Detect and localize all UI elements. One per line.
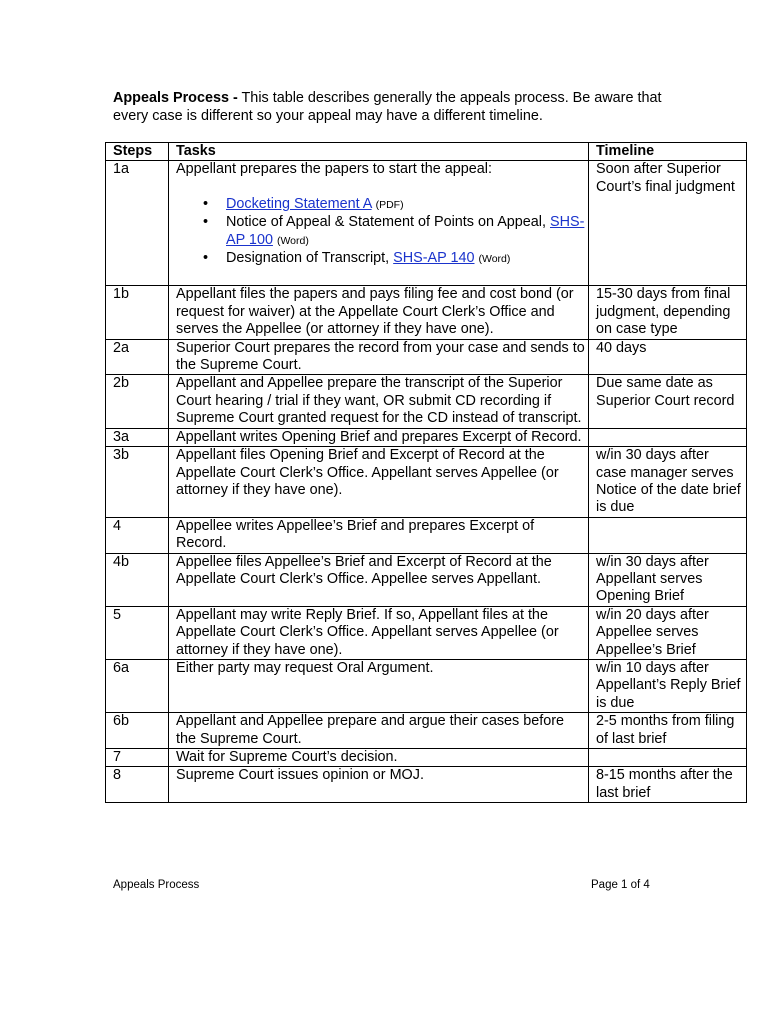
header-steps: Steps (106, 143, 169, 161)
list-item (226, 214, 585, 250)
task-cell: Either party may request Oral Argument. (169, 659, 589, 712)
step-cell: 2b (106, 375, 169, 428)
table-row (106, 767, 747, 803)
timeline-cell: w/in 10 days after Appellant’s Reply Brief is due (589, 659, 747, 712)
table-row (106, 339, 747, 375)
task-cell: Appellant may write Reply Brief. If so, Appellant files at the Appellate Court Clerk’s Office. Appellant serves Appellee (or attorney if they have one). (169, 606, 589, 659)
list-item (226, 250, 585, 268)
shs-ap-140-link[interactable]: SHS-AP 140 (393, 250, 475, 267)
task-cell: Wait for Supreme Court’s decision. (169, 749, 589, 767)
table-row (106, 161, 747, 286)
task-cell: Appellant files the papers and pays filing fee and cost bond (or request for waiver) at the Appellate Court Clerk’s Office and serves the Appellee (or attorney if they have one). (169, 286, 589, 339)
table-row (106, 375, 747, 428)
task-cell: Appellant writes Opening Brief and prepares Excerpt of Record. (169, 428, 589, 446)
task-intro: Appellant prepares the papers to start the appeal: (176, 161, 493, 178)
step-cell: 8 (106, 767, 169, 803)
timeline-cell: Due same date as Superior Court record (589, 375, 747, 428)
step-cell: 3a (106, 428, 169, 446)
step-cell: 7 (106, 749, 169, 767)
appeals-table (105, 142, 747, 803)
timeline-cell: 8-15 months after the last brief (589, 767, 747, 803)
timeline-cell: Soon after Superior Court’s final judgment (589, 161, 747, 286)
step-cell: 4b (106, 553, 169, 606)
table-row (106, 447, 747, 518)
step-cell: 6a (106, 659, 169, 712)
document-list (176, 196, 585, 269)
step-cell: 5 (106, 606, 169, 659)
table-header-row (106, 143, 747, 161)
step-cell: 3b (106, 447, 169, 518)
step-cell: 2a (106, 339, 169, 375)
task-cell: Supreme Court issues opinion or MOJ. (169, 767, 589, 803)
table-row (106, 428, 747, 446)
step-cell: 4 (106, 517, 169, 553)
intro-text: This table describes generally the appeals process. Be aware that every case is different so your appeal may have a different timeline. (113, 90, 662, 124)
doc-prefix: Notice of Appeal & Statement of Points on Appeal, (226, 214, 550, 231)
task-cell: Appellant and Appellee prepare the transcript of the Superior Court hearing / trial if they want, OR submit CD recording if Supreme Court granted request for the CD instead of transcript. (169, 375, 589, 428)
intro-paragraph (113, 90, 673, 125)
table-row (106, 517, 747, 553)
header-timeline: Timeline (589, 143, 747, 161)
timeline-cell: w/in 20 days after Appellee serves Appellee’s Brief (589, 606, 747, 659)
doc-prefix: Designation of Transcript, (226, 250, 394, 267)
file-type-label: (Word) (276, 234, 309, 247)
header-tasks: Tasks (169, 143, 589, 161)
table-row (106, 659, 747, 712)
timeline-cell: 40 days (589, 339, 747, 375)
timeline-cell (589, 517, 747, 553)
task-cell: Superior Court prepares the record from your case and sends to the Supreme Court. (169, 339, 589, 375)
shs-ap-100-link[interactable]: SHS-AP 100 (226, 214, 585, 248)
timeline-cell (589, 749, 747, 767)
table-row (106, 749, 747, 767)
timeline-cell: 2-5 months from filing of last brief (589, 713, 747, 749)
page-number: Page 1 of 4 (591, 879, 650, 891)
table-row (106, 553, 747, 606)
table-row (106, 286, 747, 339)
file-type-label: (PDF) (375, 198, 404, 211)
list-item (226, 196, 585, 214)
table-row (106, 606, 747, 659)
task-cell: Appellee files Appellee’s Brief and Excerpt of Record at the Appellate Court Clerk’s Office. Appellee serves Appellant. (169, 553, 589, 606)
timeline-cell: w/in 30 days after Appellant serves Opening Brief (589, 553, 747, 606)
step-cell: 1b (106, 286, 169, 339)
task-cell: Appellee writes Appellee’s Brief and prepares Excerpt of Record. (169, 517, 589, 553)
task-cell (169, 161, 589, 286)
table-row (106, 713, 747, 749)
file-type-label: (Word) (478, 253, 511, 266)
task-cell: Appellant and Appellee prepare and argue their cases before the Supreme Court. (169, 713, 589, 749)
timeline-cell: 15-30 days from final judgment, depending on case type (589, 286, 747, 339)
timeline-cell (589, 428, 747, 446)
step-cell: 1a (106, 161, 169, 286)
footer-title: Appeals Process (113, 879, 200, 891)
intro-title: Appeals Process - (113, 90, 238, 106)
docketing-statement-link[interactable]: Docketing Statement A (226, 195, 372, 212)
step-cell: 6b (106, 713, 169, 749)
timeline-cell: w/in 30 days after case manager serves Notice of the date brief is due (589, 447, 747, 518)
task-cell: Appellant files Opening Brief and Excerpt of Record at the Appellate Court Clerk’s Office. Appellant serves Appellee (or attorney if they have one). (169, 447, 589, 518)
